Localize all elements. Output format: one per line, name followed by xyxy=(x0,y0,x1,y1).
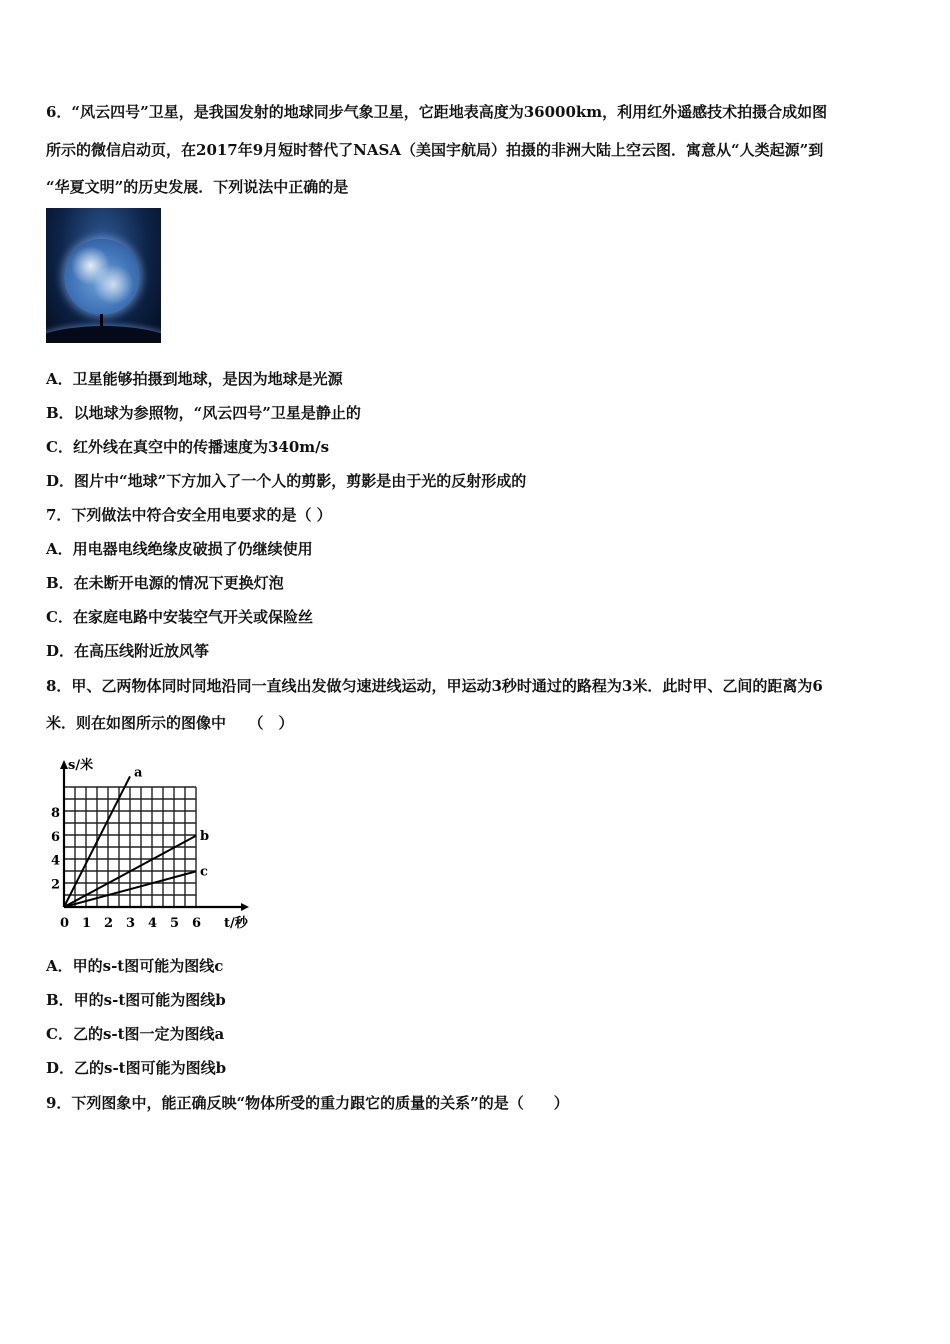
q9-stem: 9．下列图象中，能正确反映“物体所受的重力跟它的质量的关系”的是（ ） xyxy=(46,1094,569,1112)
x-tick-label: 3 xyxy=(126,916,136,931)
x-tick-label: 6 xyxy=(192,916,202,931)
y-axis-label: s/米 xyxy=(68,758,94,773)
person-silhouette xyxy=(100,314,103,326)
q6-option-d: D．图片中“地球”下方加入了一个人的剪影，剪影是由于光的反射形成的 xyxy=(46,472,527,490)
x-tick-label: 0 xyxy=(60,916,70,931)
series-label-b: b xyxy=(200,828,210,844)
x-axis-arrow xyxy=(241,903,249,911)
q6-stem-line-1: 6．“风云四号”卫星，是我国发射的地球同步气象卫星，它距地表高度为36000km，利用红外遥感技术拍摄合成如图 xyxy=(46,103,828,121)
earth-photo xyxy=(46,208,161,343)
q7-option-d: D．在高压线附近放风筝 xyxy=(46,642,210,660)
q7-option-a: A．用电器电线绝缘皮破损了仍继续使用 xyxy=(46,540,313,558)
x-tick-label: 4 xyxy=(148,916,158,931)
y-axis-arrow xyxy=(60,760,68,769)
q8-stem-line-2: 米．则在如图所示的图像中 （ ） xyxy=(46,714,294,732)
q8-option-a: A．甲的s-t图可能为图线c xyxy=(46,957,224,975)
x-tick-label: 2 xyxy=(104,916,114,931)
q6-option-a: A．卫星能够拍摄到地球，是因为地球是光源 xyxy=(46,370,343,388)
q7-stem: 7．下列做法中符合安全用电要求的是（ ） xyxy=(46,506,332,524)
q6-stem-line-2: 所示的微信启动页，在2017年9月短时替代了NASA（美国宇航局）拍摄的非洲大陆上空云图．寓意从“人类起源”到 xyxy=(46,141,824,159)
series-label-c: c xyxy=(200,864,208,880)
y-tick-label: 8 xyxy=(51,806,61,821)
series-label-a: a xyxy=(134,765,143,781)
x-axis-label: t/秒 xyxy=(224,916,248,931)
q8-option-c: C．乙的s-t图一定为图线a xyxy=(46,1025,225,1043)
x-tick-label: 5 xyxy=(170,916,180,931)
st-chart-svg xyxy=(46,755,256,935)
q8-option-d: D．乙的s-t图可能为图线b xyxy=(46,1059,227,1077)
y-tick-label: 4 xyxy=(51,853,61,869)
q7-option-b: B．在未断开电源的情况下更换灯泡 xyxy=(46,574,284,592)
q8-stem-line-1: 8．甲、乙两物体同时同地沿同一直线出发做匀速进线运动，甲运动3秒时通过的路程为3米．此时甲、乙间的距离为6 xyxy=(46,677,823,695)
earth-globe xyxy=(64,239,140,315)
y-tick-label: 6 xyxy=(51,829,61,845)
y-tick-label: 2 xyxy=(51,877,61,893)
q6-stem-line-3: “华夏文明”的历史发展．下列说法中正确的是 xyxy=(46,178,349,196)
q8-option-b: B．甲的s-t图可能为图线b xyxy=(46,991,226,1009)
x-tick-label: 1 xyxy=(82,916,92,931)
q6-option-c: C．红外线在真空中的传播速度为340m/s xyxy=(46,438,330,456)
q7-option-c: C．在家庭电路中安装空气开关或保险丝 xyxy=(46,608,313,626)
st-chart xyxy=(46,755,256,935)
horizon xyxy=(46,326,161,343)
q6-option-b: B．以地球为参照物，“风云四号”卫星是静止的 xyxy=(46,404,361,422)
